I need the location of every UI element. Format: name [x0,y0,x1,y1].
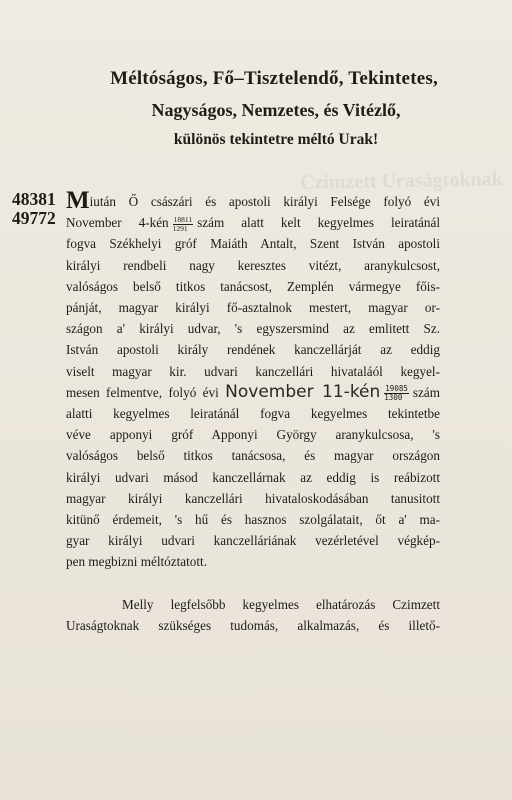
text-line: magyar királyi kanczellári hivataloskodásában tanusitott [66,490,440,506]
text-line: kitünő érdemeit, 's hű és hasznos szolgálatait, őt a' ma- [66,512,440,528]
text-line: véve apponyi gróf Apponyi György aranykulcsosa, 's [66,427,440,443]
text-line: mesen felmentve, folyó évi November 11-kén $\frac{19085}{1300}$ szám [66,381,440,403]
salutation-line-1: Méltóságos, Fő–Tisztelendő, Tekintetes, [110,68,438,89]
drop-cap: M [66,187,90,214]
text-line: pen megbizni méltóztatott. [66,554,207,570]
text-line: valóságos belső titkos tanácsost, Zemplén vármegye főis- [66,278,440,294]
fraction-1: $\frac{18811}{1291}$ [172,214,193,233]
reference-number: 49772 [12,208,56,228]
text-line: királyi udvari másod kanczellárnak az eddig is reábizott [66,469,440,485]
paragraph-1 [66,187,440,573]
text-line: Miután Ő császári és apostoli királyi Felsége folyó évi [66,187,440,214]
text-line: fogva Székhelyi gróf Maiáth Antalt, Szent István apostoli [66,236,440,252]
text-line: Melly legfelsőbb kegyelmes elhatározás Czimzett [122,597,440,612]
text-line: valóságos belső titkos tanácsosa, és magyar országon [66,448,440,464]
text-line: gyar királyi udvari kanczelláriának vezérletével végkép- [66,533,440,549]
bleed-through-text: Czimzett Uraságtoknak [299,168,503,194]
text-line: pánját, magyar királyi fő-asztalnok mestert, magyar or- [66,300,440,316]
paragraph-2 [66,594,440,636]
salutation-line-2: Nagyságos, Nemzetes, és Vitézlő, [151,100,401,120]
stamped-date: November 11-kén [225,381,381,402]
text-line: István apostoli király rendének kanczellárját az eddig [66,342,440,358]
text-line: Uraságtoknak szükséges tudomás, alkalmazás, és illető- [66,618,440,634]
text-line: viselt magyar kir. udvari kanczellári hivataláól kegyel- [66,363,440,379]
reference-numbers [12,190,56,228]
text-line: szágon a' királyi udvar, 's egyszersmind az emlitett Sz. [66,321,440,337]
text-line: November 4-kén $\frac{18811}{1291}$ szám alatt kelt kegyelmes leiratánál [66,214,440,233]
text-line: királyi rendbeli nagy keresztes vitézt, aranykulcsost, [66,257,440,273]
salutation-line-3: különös tekintetre méltó Urak! [173,131,379,148]
fraction-2: $\frac{19085}{1300}$ [384,384,408,403]
text-line: alatti kegyelmes leiratánál fogva kegyelmes tekintetbe [66,406,440,422]
reference-number: 48381 [12,189,56,209]
